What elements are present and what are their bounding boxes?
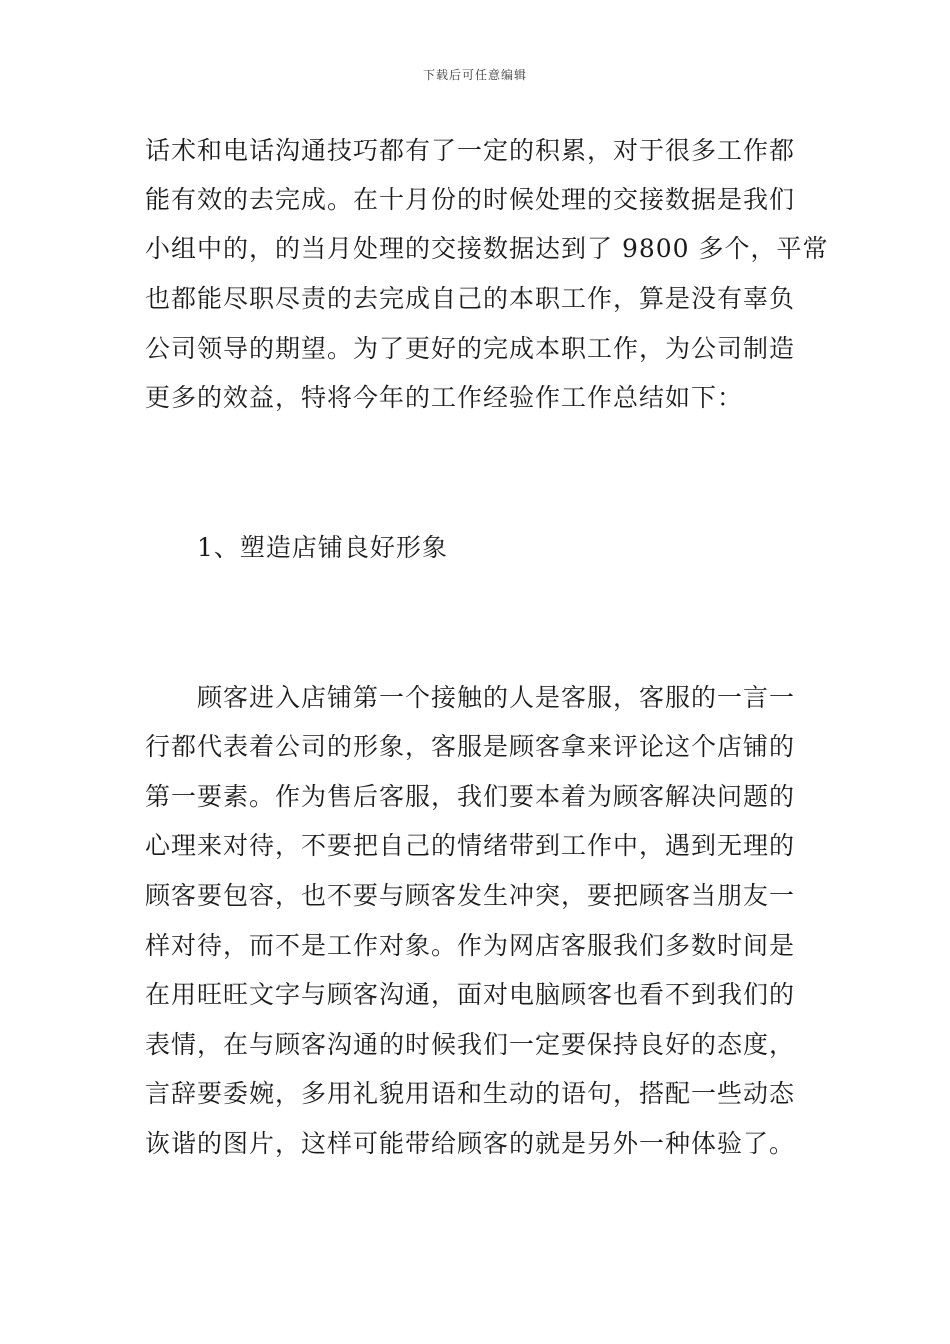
paragraph-line: 公司领导的期望。为了更好的完成本职工作，为公司制造 xyxy=(145,334,796,363)
paragraph-line: 表情，在与顾客沟通的时候我们一定要保持良好的态度， xyxy=(145,1030,796,1059)
paragraph-line: 在用旺旺文字与顾客沟通，面对电脑顾客也看不到我们的 xyxy=(145,980,796,1009)
paragraph-line: 顾客进入店铺第一个接触的人是客服，客服的一言一 xyxy=(197,683,796,712)
paragraph-line: 样对待，而不是工作对象。作为网店客服我们多数时间是 xyxy=(145,931,796,960)
paragraph-line: 心理来对待，不要把自己的情绪带到工作中，遇到无理的 xyxy=(145,831,796,860)
paragraph-line: 行都代表着公司的形象，客服是顾客拿来评论这个店铺的 xyxy=(145,732,796,761)
paragraph-line: 能有效的去完成。在十月份的时候处理的交接数据是我们 xyxy=(145,185,796,214)
paragraph-line: 更多的效益，特将今年的工作经验作工作总结如下： xyxy=(145,383,744,412)
paragraph-line: 话术和电话沟通技巧都有了一定的积累，对于很多工作都 xyxy=(145,136,796,165)
paragraph-line: 言辞要委婉，多用礼貌用语和生动的语句，搭配一些动态 xyxy=(145,1079,796,1108)
paragraph-line: 也都能尽职尽责的去完成自己的本职工作，算是没有辜负 xyxy=(145,284,796,313)
paragraph-line: 小组中的，的当月处理的交接数据达到了 9800 多个，平常 xyxy=(145,234,829,263)
page-header-note: 下载后可任意编辑 xyxy=(422,68,527,82)
paragraph-line: 第一要素。作为售后客服，我们要本着为顾客解决问题的 xyxy=(145,782,796,811)
section-heading: 1、塑造店铺良好形象 xyxy=(197,533,448,562)
paragraph-line: 顾客要包容，也不要与顾客发生冲突，要把顾客当朋友一 xyxy=(145,881,796,910)
paragraph-line: 诙谐的图片，这样可能带给顾客的就是另外一种体验了。 xyxy=(145,1129,796,1158)
